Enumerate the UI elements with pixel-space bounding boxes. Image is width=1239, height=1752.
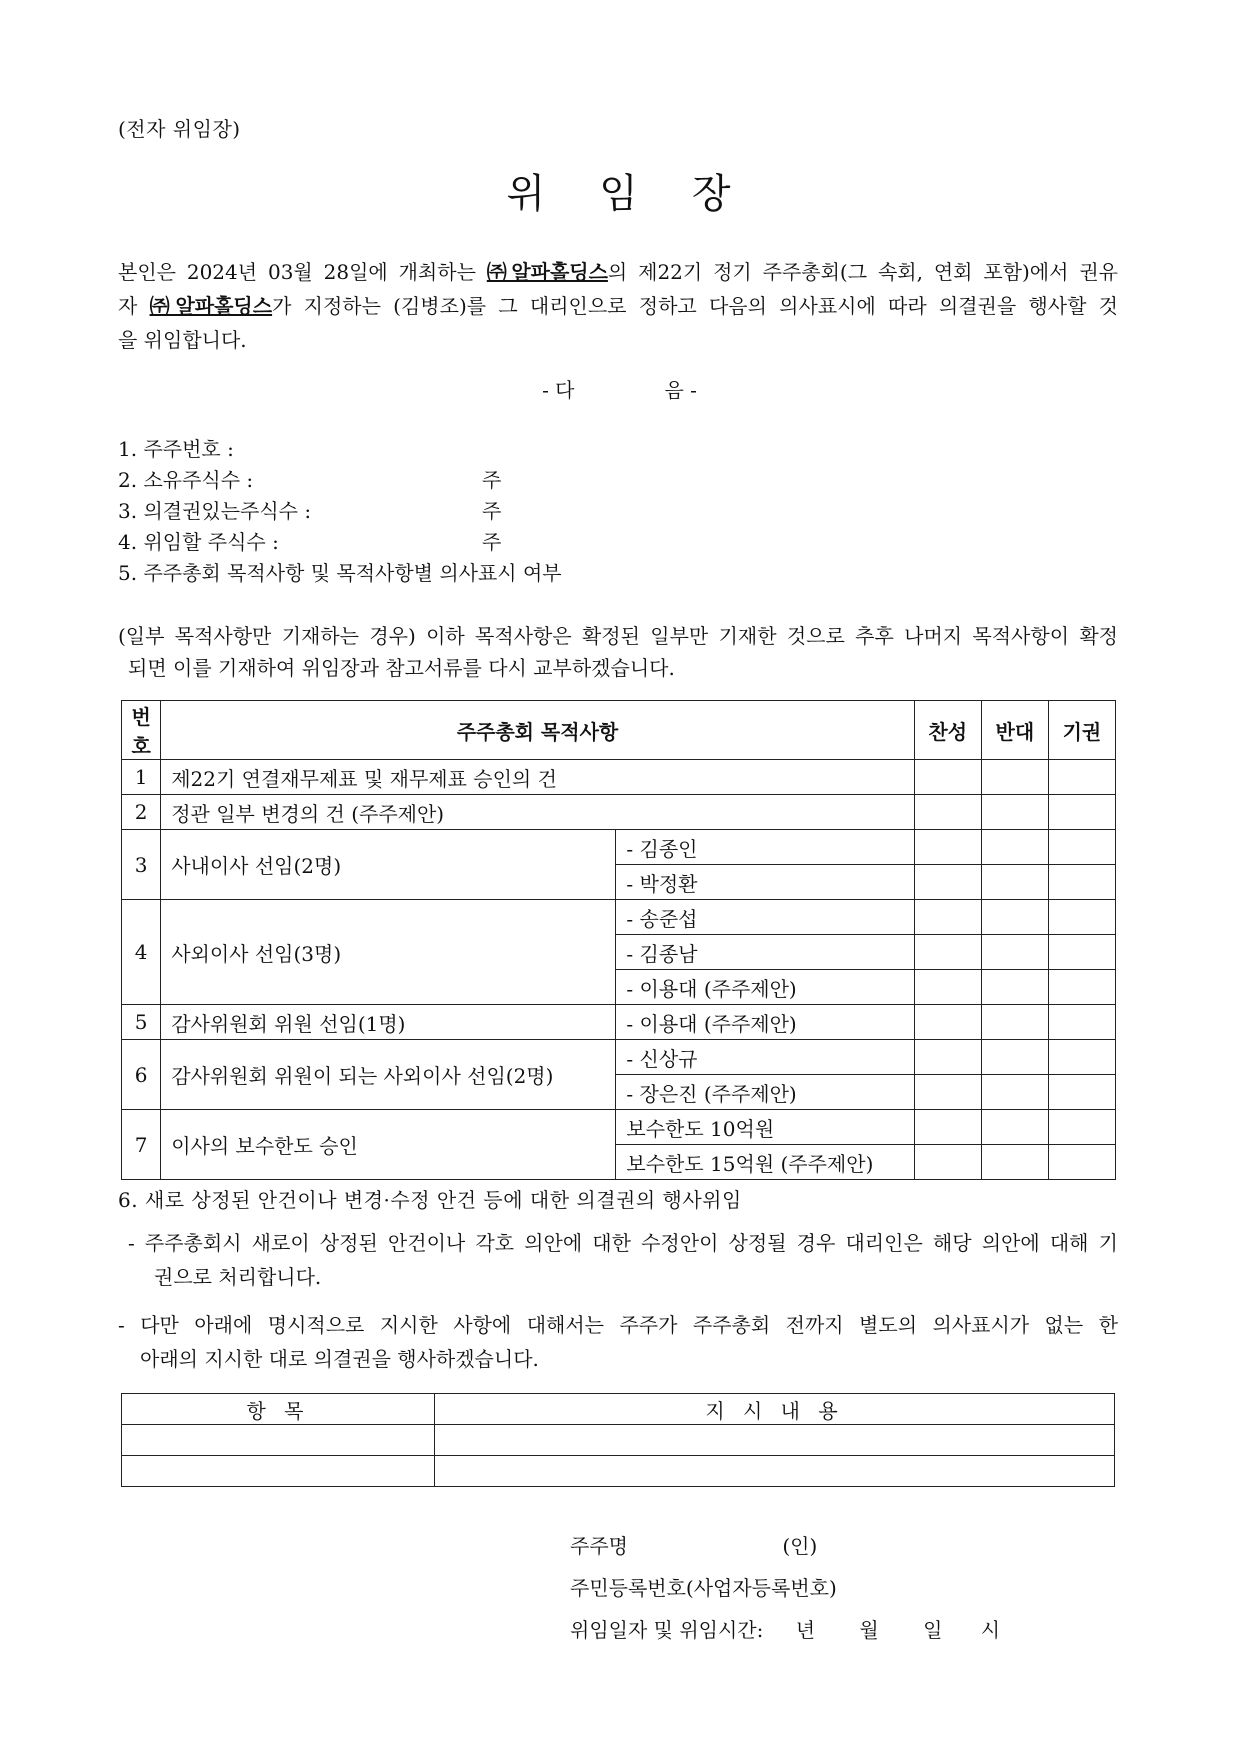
vote-against-cell[interactable] bbox=[981, 900, 1048, 935]
vote-abstain-cell[interactable] bbox=[1048, 760, 1115, 795]
row-item: 정관 일부 변경의 건 (주주제안) bbox=[161, 795, 914, 830]
table-row bbox=[122, 1005, 1116, 1040]
instruction-table bbox=[121, 1393, 1115, 1487]
vote-for-cell[interactable] bbox=[914, 1040, 981, 1075]
row-item: 제22기 연결재무제표 및 재무제표 승인의 건 bbox=[161, 760, 914, 795]
vote-abstain-cell[interactable] bbox=[1048, 830, 1115, 865]
intro-line-3: 을 위임합니다. bbox=[118, 328, 247, 352]
company-name: ㈜알파홀딩스 bbox=[486, 260, 608, 284]
row-sub-item: - 김종인 bbox=[616, 830, 914, 865]
header-item: 항 목 bbox=[122, 1394, 435, 1425]
partial-note-line-2: 되면 이를 기재하여 위임장과 참고서류를 다시 교부하겠습니다. bbox=[128, 656, 675, 680]
vote-for-cell[interactable] bbox=[914, 830, 981, 865]
row-sub-item: - 장은진 (주주제안) bbox=[616, 1075, 914, 1110]
row-sub-item: - 송준섭 bbox=[616, 900, 914, 935]
vote-against-cell[interactable] bbox=[981, 1075, 1048, 1110]
hour-label: 시 bbox=[980, 1618, 1001, 1642]
vote-for-cell[interactable] bbox=[914, 760, 981, 795]
header-for: 찬성 bbox=[914, 701, 981, 760]
partial-agenda-note bbox=[118, 620, 1118, 684]
item-owned-shares: 2. 소유주식수 : bbox=[118, 468, 254, 492]
vote-against-cell[interactable] bbox=[981, 935, 1048, 970]
vote-against-cell[interactable] bbox=[981, 1005, 1048, 1040]
row-sub-item: - 박정환 bbox=[616, 865, 914, 900]
shareholder-name-label: 주주명 bbox=[570, 1534, 628, 1558]
voting-shares-unit: 주 bbox=[482, 499, 502, 523]
agenda-table bbox=[121, 700, 1116, 1180]
item-agenda-heading: 5. 주주총회 목적사항 및 목적사항별 의사표시 여부 bbox=[118, 561, 562, 585]
title-char-3: 장 bbox=[691, 171, 733, 217]
following-right: 음 - bbox=[664, 378, 697, 402]
intro-text: 본인은 2024년 03월 28일에 개최하는 bbox=[118, 260, 487, 284]
item-shareholder-number: 1. 주주번호 : bbox=[118, 437, 234, 461]
intro-paragraph bbox=[118, 255, 1118, 357]
row-sub-item: - 이용대 (주주제안) bbox=[616, 1005, 914, 1040]
document-title bbox=[0, 162, 1239, 219]
item-delegated-shares: 4. 위임할 주식수 : bbox=[118, 530, 279, 554]
vote-for-cell[interactable] bbox=[914, 1075, 981, 1110]
row-sub-item: 보수한도 10억원 bbox=[616, 1110, 914, 1145]
vote-for-cell[interactable] bbox=[914, 865, 981, 900]
partial-note-line-1: (일부 목적사항만 기재하는 경우) 이하 목적사항은 확정된 일부만 기재한 것으로 추후 나머지 목적사항이 확정 bbox=[118, 624, 1118, 648]
row-sub-item: - 이용대 (주주제안) bbox=[616, 970, 914, 1005]
row-sub-item: - 신상규 bbox=[616, 1040, 914, 1075]
intro-text: 의 제22기 정기 주주총회(그 속회, 연회 포함)에서 권유 bbox=[607, 260, 1118, 284]
header-against: 반대 bbox=[981, 701, 1048, 760]
header-instruction: 지 시 내 용 bbox=[435, 1394, 1115, 1425]
title-char-1: 위 bbox=[506, 171, 548, 217]
registration-number-label: 주민등록번호(사업자등록번호) bbox=[570, 1576, 837, 1600]
vote-for-cell[interactable] bbox=[914, 900, 981, 935]
vote-against-cell[interactable] bbox=[981, 795, 1048, 830]
vote-for-cell[interactable] bbox=[914, 1110, 981, 1145]
vote-abstain-cell[interactable] bbox=[1048, 865, 1115, 900]
intro-line-2 bbox=[118, 289, 1118, 323]
clause-a-line-2: 권으로 처리합니다. bbox=[154, 1265, 322, 1289]
owned-shares-unit: 주 bbox=[482, 468, 502, 492]
vote-for-cell[interactable] bbox=[914, 1005, 981, 1040]
header-item: 주주총회 목적사항 bbox=[161, 701, 914, 760]
month-label: 월 bbox=[859, 1618, 879, 1642]
vote-abstain-cell[interactable] bbox=[1048, 1075, 1115, 1110]
vote-abstain-cell[interactable] bbox=[1048, 1145, 1115, 1180]
vote-abstain-cell[interactable] bbox=[1048, 1110, 1115, 1145]
vote-abstain-cell[interactable] bbox=[1048, 1040, 1115, 1075]
table-row bbox=[122, 795, 1116, 830]
company-name: ㈜알파홀딩스 bbox=[149, 294, 273, 318]
year-label: 년 bbox=[795, 1618, 816, 1642]
header-abstain: 기권 bbox=[1048, 701, 1115, 760]
table-row bbox=[122, 760, 1116, 795]
table-row bbox=[122, 830, 1116, 865]
row-item: 이사의 보수한도 승인 bbox=[161, 1110, 616, 1180]
vote-against-cell[interactable] bbox=[981, 865, 1048, 900]
header-no: 번호 bbox=[122, 701, 161, 760]
section-6-heading: 6. 새로 상정된 안건이나 변경·수정 안건 등에 대한 의결권의 행사위임 bbox=[118, 1188, 742, 1212]
vote-abstain-cell[interactable] bbox=[1048, 970, 1115, 1005]
section-6-clause-b bbox=[118, 1308, 1118, 1376]
vote-against-cell[interactable] bbox=[981, 830, 1048, 865]
intro-text: 자 bbox=[118, 294, 150, 318]
clause-b-line-2: 아래의 지시한 대로 의결권을 행사하겠습니다. bbox=[140, 1347, 539, 1371]
vote-against-cell[interactable] bbox=[981, 760, 1048, 795]
section-6-clause-a bbox=[128, 1226, 1118, 1294]
seal-mark: (인) bbox=[782, 1534, 818, 1558]
vote-abstain-cell[interactable] bbox=[1048, 1005, 1115, 1040]
vote-for-cell[interactable] bbox=[914, 1145, 981, 1180]
agenda-header-row bbox=[122, 701, 1116, 760]
table-row bbox=[122, 1040, 1116, 1075]
vote-abstain-cell[interactable] bbox=[1048, 935, 1115, 970]
row-no: 2 bbox=[122, 795, 161, 830]
table-row bbox=[122, 1456, 1115, 1487]
row-no: 3 bbox=[122, 830, 161, 900]
delegated-shares-unit: 주 bbox=[482, 530, 502, 554]
intro-text: 가 지정하는 (김병조)를 그 대리인으로 정하고 다음의 의사표시에 따라 의결권을 행사할 것 bbox=[272, 294, 1118, 318]
clause-a-line-1: - 주주총회시 새로이 상정된 안건이나 각호 의안에 대한 수정안이 상정될 경우 대리인은 해당 의안에 대해 기 bbox=[128, 1231, 1118, 1255]
day-label: 일 bbox=[923, 1618, 943, 1642]
row-no: 4 bbox=[122, 900, 161, 1005]
intro-line-1 bbox=[118, 255, 1118, 289]
shareholder-name-line bbox=[570, 1530, 817, 1559]
vote-for-cell[interactable] bbox=[914, 970, 981, 1005]
vote-abstain-cell[interactable] bbox=[1048, 795, 1115, 830]
vote-against-cell[interactable] bbox=[981, 970, 1048, 1005]
title-char-2: 임 bbox=[599, 171, 640, 217]
row-no: 6 bbox=[122, 1040, 161, 1110]
instruction-content-cell[interactable] bbox=[435, 1425, 1115, 1456]
row-item: 사외이사 선임(3명) bbox=[161, 900, 616, 1005]
document-type-label: (전자 위임장) bbox=[118, 117, 241, 141]
row-item: 감사위원회 위원이 되는 사외이사 선임(2명) bbox=[161, 1040, 616, 1110]
delegation-date-label: 위임일자 및 위임시간: bbox=[570, 1618, 764, 1642]
following-heading bbox=[0, 374, 1239, 403]
row-no: 7 bbox=[122, 1110, 161, 1180]
row-no: 5 bbox=[122, 1005, 161, 1040]
table-row bbox=[122, 1110, 1116, 1145]
table-row bbox=[122, 900, 1116, 935]
vote-for-cell[interactable] bbox=[914, 935, 981, 970]
following-left: - 다 bbox=[542, 378, 575, 402]
row-no: 1 bbox=[122, 760, 161, 795]
vote-against-cell[interactable] bbox=[981, 1040, 1048, 1075]
vote-abstain-cell[interactable] bbox=[1048, 900, 1115, 935]
row-item: 사내이사 선임(2명) bbox=[161, 830, 616, 900]
row-sub-item: 보수한도 15억원 (주주제안) bbox=[616, 1145, 914, 1180]
instruction-content-cell[interactable] bbox=[435, 1456, 1115, 1487]
item-voting-shares: 3. 의결권있는주식수 : bbox=[118, 499, 312, 523]
instruction-item-cell[interactable] bbox=[122, 1425, 435, 1456]
table-row bbox=[122, 1425, 1115, 1456]
vote-against-cell[interactable] bbox=[981, 1110, 1048, 1145]
instruction-item-cell[interactable] bbox=[122, 1456, 435, 1487]
delegation-date-line bbox=[570, 1614, 1000, 1643]
row-sub-item: - 김종남 bbox=[616, 935, 914, 970]
vote-for-cell[interactable] bbox=[914, 795, 981, 830]
instruction-header-row bbox=[122, 1394, 1115, 1425]
clause-b-line-1: - 다만 아래에 명시적으로 지시한 사항에 대해서는 주주가 주주총회 전까지 별도의 의사표시가 없는 한 bbox=[118, 1313, 1118, 1337]
vote-against-cell[interactable] bbox=[981, 1145, 1048, 1180]
row-item: 감사위원회 위원 선임(1명) bbox=[161, 1005, 616, 1040]
